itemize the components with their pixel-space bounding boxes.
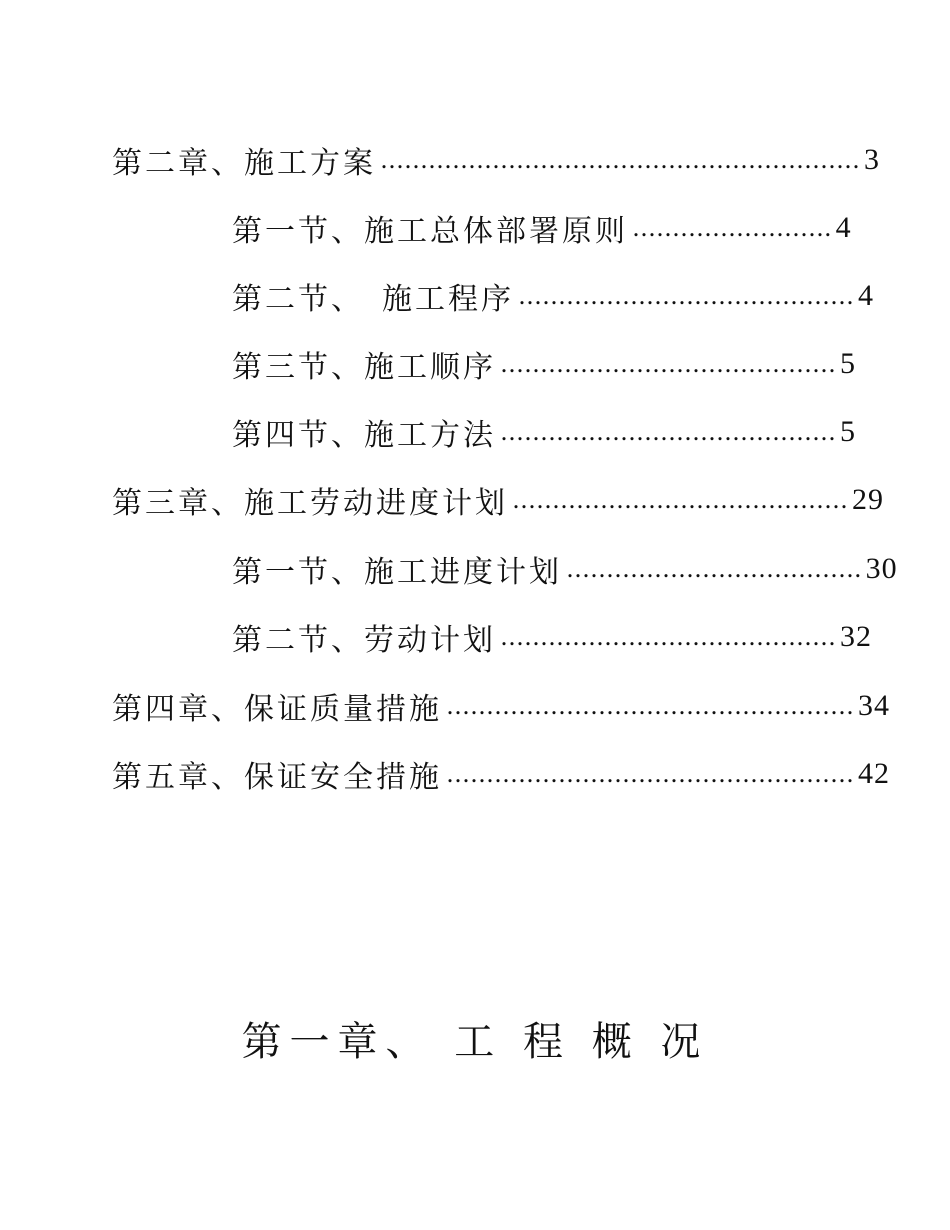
toc-page-number: 4 <box>835 211 852 244</box>
toc-entry-chapter-3[interactable] <box>112 480 884 521</box>
toc-entry-chapter-2[interactable] <box>112 140 880 181</box>
toc-entry-chapter-3-section-1[interactable] <box>232 549 898 590</box>
toc-page-number: 5 <box>840 415 856 448</box>
toc-dot-leader: …………………………………………… <box>446 760 854 788</box>
toc-entry-chapter-4[interactable] <box>112 686 890 727</box>
toc-page-number: 29 <box>852 483 884 516</box>
toc-page-number: 5 <box>840 347 856 380</box>
toc-entry-chapter-2-section-4[interactable] <box>232 412 856 453</box>
toc-entry-title: 第四节、施工方法 <box>232 418 496 453</box>
toc-page-number: 42 <box>858 757 890 790</box>
toc-page-number: 4 <box>858 279 874 312</box>
toc-entry-chapter-2-section-1[interactable] <box>232 208 852 249</box>
toc-entry-title: 第五章、保证安全措施 <box>112 760 442 795</box>
toc-entry-title: 第二节、劳动计划 <box>232 623 496 658</box>
toc-entry-chapter-5[interactable] <box>112 754 890 795</box>
toc-dot-leader: …………………………………………… <box>446 692 854 720</box>
toc-entry-title: 第一节、施工进度计划 <box>232 555 562 590</box>
toc-page-number: 3 <box>864 143 880 176</box>
chapter-heading: 第一章、 工 程 概 况 <box>241 1019 709 1065</box>
toc-entry-title: 第四章、保证质量措施 <box>112 692 442 727</box>
toc-entry-title: 第三章、施工劳动进度计划 <box>112 486 508 521</box>
toc-entry-title: 第二章、施工方案 <box>112 146 376 181</box>
toc-dot-leader: …………………………………… <box>518 282 854 310</box>
toc-page-number: 34 <box>858 689 890 722</box>
toc-entry-title: 第三节、施工顺序 <box>232 350 496 385</box>
toc-dot-leader: …………………………………… <box>500 623 836 651</box>
toc-page-number: 30 <box>865 552 898 585</box>
toc-entry-chapter-2-section-2[interactable] <box>232 276 874 317</box>
toc-page-number: 32 <box>840 620 872 653</box>
toc-entry-title: 第二节、 施工程序 <box>232 282 514 317</box>
toc-dot-leader: …………………………………… <box>500 350 836 378</box>
toc-dot-leader: ……………………. <box>632 214 832 242</box>
toc-dot-leader: …………………………………… <box>500 418 836 446</box>
toc-entry-title: 第一节、施工总体部署原则 <box>232 214 628 249</box>
toc-entry-chapter-3-section-2[interactable] <box>232 617 872 658</box>
toc-entry-chapter-2-section-3[interactable] <box>232 344 856 385</box>
toc-dot-leader: …………………………………… <box>512 486 848 514</box>
toc-dot-leader: …………………………………………………… <box>380 146 860 174</box>
toc-dot-leader: ………………………………. <box>566 555 862 583</box>
